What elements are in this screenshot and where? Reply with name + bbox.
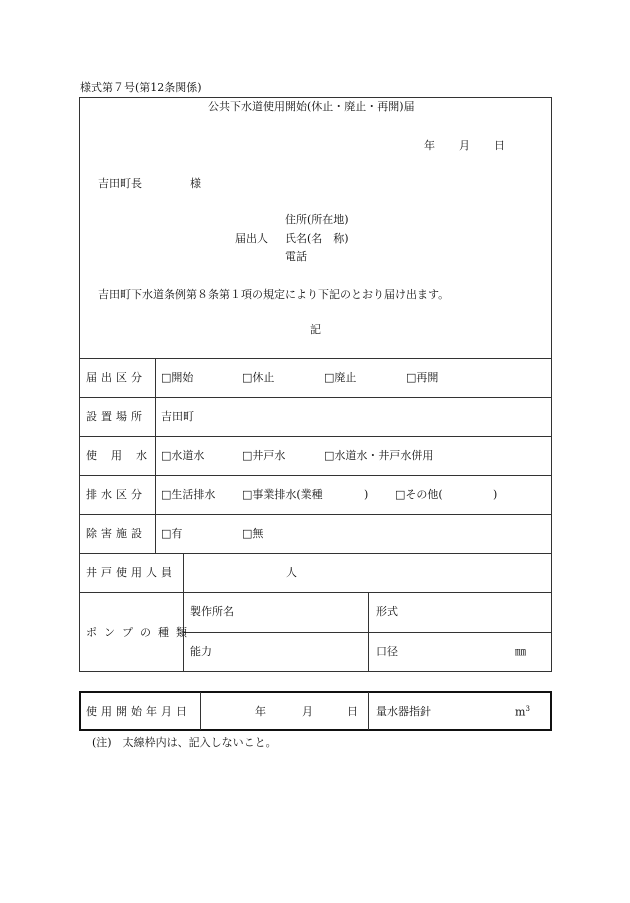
pump-bore-label: 口径: [376, 645, 398, 658]
drainage-option-domestic[interactable]: □生活排水: [161, 488, 216, 501]
abatement-option-no[interactable]: □無: [242, 527, 264, 540]
statement-text: 吉田町下水道条例第８条第１項の規定により下記のとおり届け出ます。: [98, 288, 450, 301]
drainage-label: 排水区分: [86, 488, 146, 501]
category-label: 届出区分: [86, 371, 146, 384]
pump-model-label: 形式: [376, 605, 398, 618]
date-month: 月: [459, 139, 470, 152]
meter-unit: [515, 706, 530, 718]
abatement-option-yes[interactable]: □有: [161, 527, 183, 540]
pump-label: ポンプの種類: [86, 626, 194, 639]
label-column-divider-wide: [183, 553, 184, 672]
location-label: 設置場所: [86, 410, 146, 423]
form-main-box: [79, 97, 552, 672]
row-divider: [79, 553, 552, 554]
row-divider: [79, 475, 552, 476]
addressee-name: 吉田町長: [98, 177, 142, 190]
start-date-label: 使用開始年月日: [86, 705, 191, 718]
water-option-well[interactable]: □井戸水: [242, 449, 286, 462]
drainage-option-business[interactable]: □事業排水(業種: [242, 488, 323, 501]
row-divider: [79, 397, 552, 398]
addressee-honorific: 様: [190, 177, 201, 190]
water-label: [86, 449, 161, 462]
form-id: 様式第７号(第12条関係): [80, 81, 202, 94]
applicant-role-label: 届出人: [235, 232, 268, 245]
category-option-start[interactable]: □開始: [161, 371, 194, 384]
start-label-divider: [200, 692, 201, 730]
address-label: 住所(所在地): [285, 213, 349, 226]
pump-capacity-label: 能力: [190, 645, 212, 658]
note-text: (注) 太線枠内は、記入しないこと。: [92, 736, 277, 749]
row-divider: [79, 514, 552, 515]
meter-unit-base: m: [515, 705, 526, 719]
start-year: 年: [255, 705, 266, 718]
drainage-business-close: ): [364, 488, 369, 501]
row-divider: [79, 358, 552, 359]
water-label-text: 使用水: [86, 449, 161, 462]
ki-label: 記: [310, 323, 321, 336]
form-title: 公共下水道使用開始(休止・廃止・再開)届: [208, 100, 415, 113]
meter-unit-sup: 3: [525, 705, 530, 713]
water-option-both[interactable]: □水道水・井戸水併用: [324, 449, 434, 462]
row-divider: [79, 592, 552, 593]
category-option-suspend[interactable]: □休止: [242, 371, 275, 384]
start-day: 日: [347, 705, 358, 718]
phone-label: 電話: [285, 250, 307, 263]
drainage-option-other[interactable]: □その他(: [395, 488, 443, 501]
pump-column-divider: [368, 592, 369, 672]
category-option-abolish[interactable]: □廃止: [324, 371, 357, 384]
date-day: 日: [494, 139, 505, 152]
well-users-label: 井戸使用人員: [86, 566, 176, 579]
well-users-unit: 人: [286, 566, 297, 579]
pump-bore-unit: ㎜: [515, 645, 526, 658]
pump-maker-label: 製作所名: [190, 605, 234, 618]
location-value[interactable]: 吉田町: [161, 410, 194, 423]
date-year: 年: [424, 139, 435, 152]
drainage-other-close: ): [493, 488, 498, 501]
start-month: 月: [302, 705, 313, 718]
meter-label: 量水器指針: [376, 705, 431, 718]
start-meter-divider: [368, 692, 369, 730]
name-label: 氏名(名 称): [285, 232, 349, 245]
abatement-label: 除害施設: [86, 527, 146, 540]
category-option-resume[interactable]: □再開: [406, 371, 439, 384]
water-option-city[interactable]: □水道水: [161, 449, 205, 462]
row-divider: [79, 436, 552, 437]
